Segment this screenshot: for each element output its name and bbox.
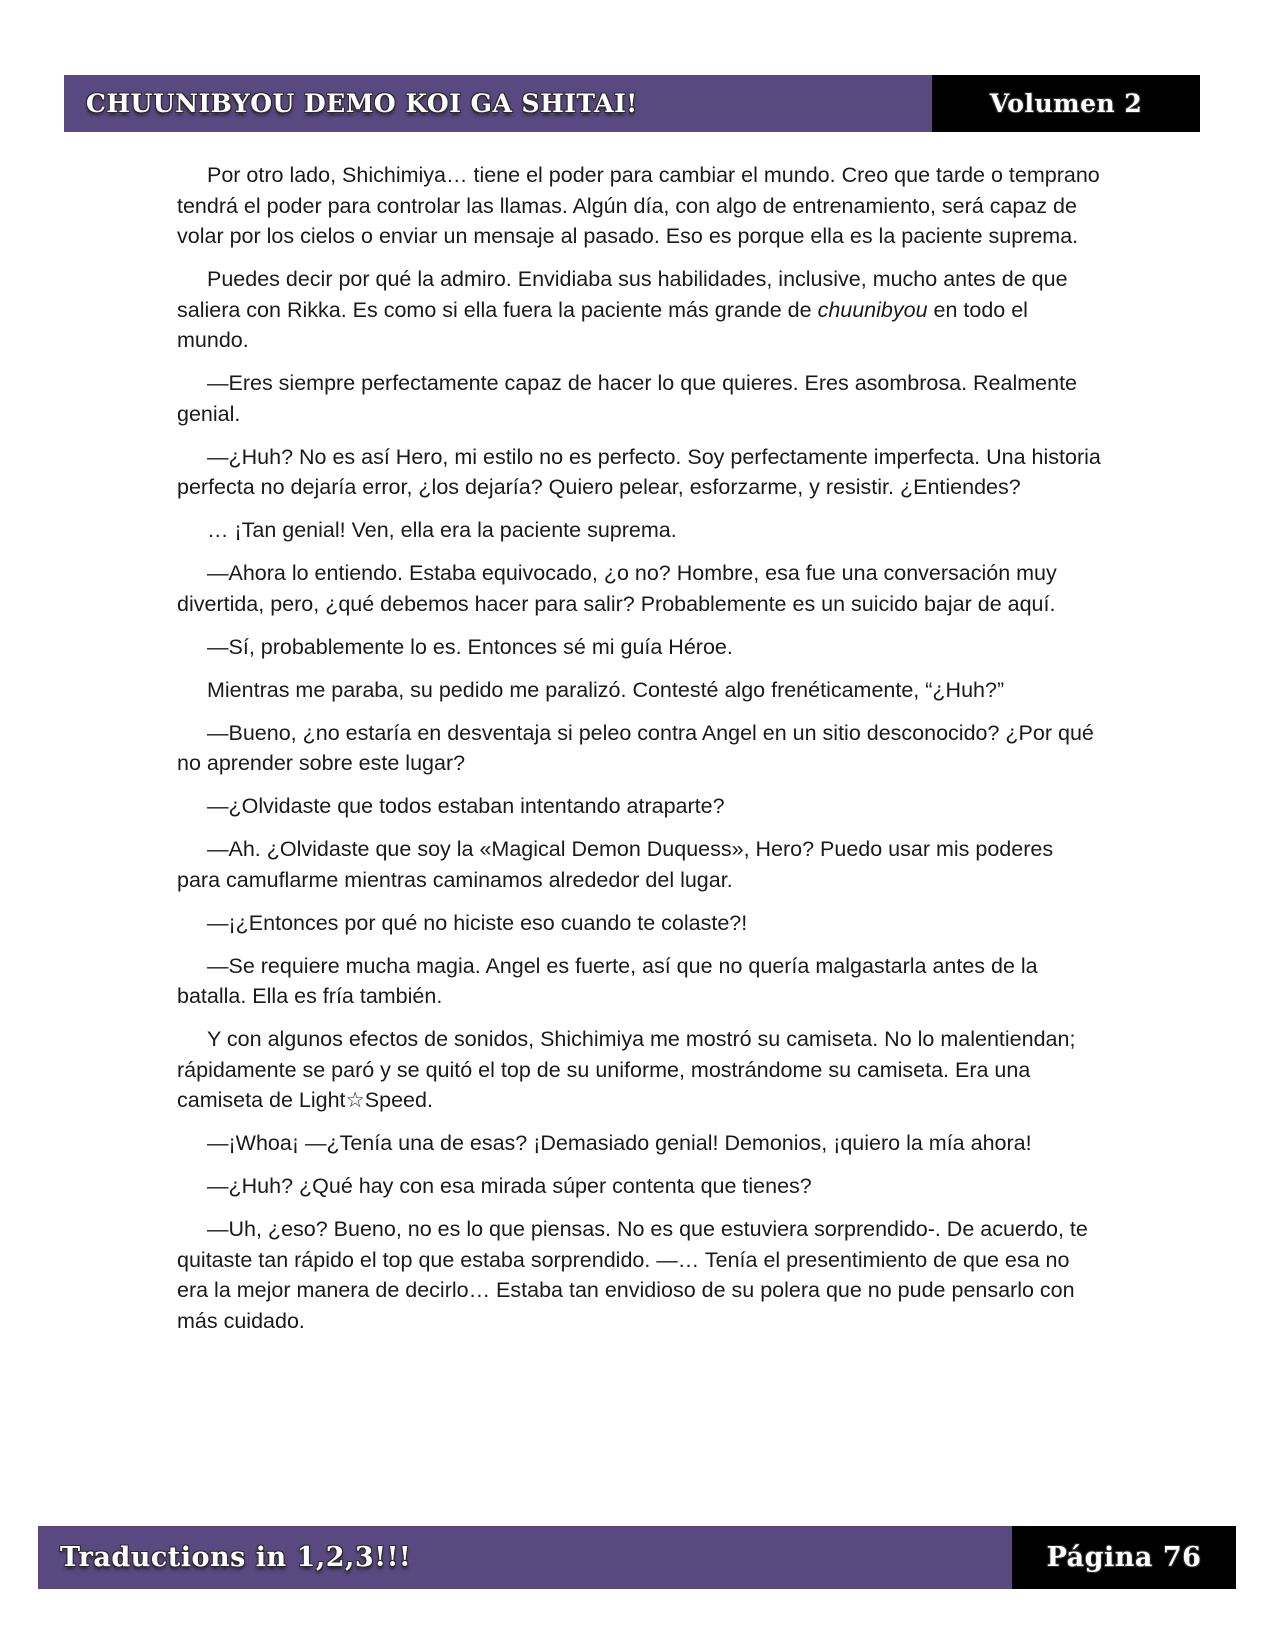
header-title-panel — [64, 75, 932, 132]
page-footer — [38, 1526, 1236, 1589]
paragraph: —Se requiere mucha magia. Angel es fuerte, así que no quería malgastarla antes de la batalla. Ella es fría también. — [177, 953, 1038, 1008]
footer-page-panel — [1012, 1526, 1236, 1589]
paragraph: … ¡Tan genial! Ven, ella era la paciente suprema. — [207, 518, 677, 542]
paragraph: —Ahora lo entiendo. Estaba equivocado, ¿o no? Hombre, esa fue una conversación muy divertida, pero, ¿qué debemos hacer para salir? Probablemente es un suicido bajar de aquí. — [177, 561, 1057, 616]
paragraph: —¡Whoa¡ —¿Tenía una de esas? ¡Demasiado genial! Demonios, ¡quiero la mía ahora! — [207, 1131, 1032, 1155]
paragraph: —¿Huh? No es así Hero, mi estilo no es perfecto. Soy perfectamente imperfecta. Una historia perfecta no dejaría error, ¿los dejaría? Quiero pelear, esforzarme, y resistir. ¿Entiendes? — [177, 444, 1101, 499]
paragraph: —¿Olvidaste que todos estaban intentando atraparte? — [207, 794, 725, 818]
italic-term: chuunibyou — [817, 297, 928, 322]
paragraph: Mientras me paraba, su pedido me paralizó. Contesté algo frenéticamente, “¿Huh?” — [207, 677, 1005, 702]
paragraph: Por otro lado, Shichimiya… tiene el poder para cambiar el mundo. Creo que tarde o temprano tendrá el poder para controlar las llamas. Algún día, con algo de entrenamiento, será capaz de volar por los cielos o enviar un mensaje al pasado. Eso es porque ella es la paciente suprema. — [177, 163, 1100, 248]
volume-label: Volumen 2 — [989, 89, 1143, 118]
translator-credit: Traductions in 1,2,3!!! — [60, 1542, 412, 1573]
page-number: Página 76 — [1046, 1542, 1202, 1573]
body-text — [177, 160, 1102, 1349]
paragraph: —¿Huh? ¿Qué hay con esa mirada súper contenta que tienes? — [207, 1174, 812, 1198]
header-volume-panel — [932, 75, 1200, 132]
paragraph: —Ah. ¿Olvidaste que soy la «Magical Demon Duquess», Hero? Puedo usar mis poderes para camuflarme mientras caminamos alrededor del lugar. — [177, 837, 1054, 892]
paragraph: Y con algunos efectos de sonidos, Shichimiya me mostró su camiseta. No lo malentiendan; rápidamente se paró y se quitó el top de su uniforme, mostrándome su camiseta. Era una camiseta de Light☆Speed. — [177, 1027, 1076, 1112]
page-header — [64, 75, 1200, 132]
book-title: CHUUNIBYOU DEMO KOI GA SHITAI! — [86, 89, 638, 118]
paragraph: —Bueno, ¿no estaría en desventaja si peleo contra Angel en un sitio desconocido? ¿Por qué no aprender sobre este lugar? — [177, 720, 1094, 775]
paragraph: —Sí, probablemente lo es. Entonces sé mi guía Héroe. — [207, 634, 733, 659]
paragraph: —¡¿Entonces por qué no hiciste eso cuando te colaste?! — [207, 910, 748, 935]
paragraph: —Eres siempre perfectamente capaz de hacer lo que quieres. Eres asombrosa. Realmente genial. — [177, 371, 1077, 426]
paragraph: —Uh, ¿eso? Bueno, no es lo que piensas. No es que estuviera sorprendido-. De acuerdo, te quitaste tan rápido el top que estaba sorprendido. —… Tenía el presentimiento de que esa no era la mejor manera de decirlo… Estaba tan envidioso de su polera que no pude pensarlo con más cuidado. — [177, 1217, 1088, 1333]
paragraph: Puedes decir por qué la admiro. Envidiaba sus habilidades, inclusive, mucho antes de que saliera con Rikka. Es como si ella fuera la paciente más grande de chuunibyou en todo el mundo. — [177, 267, 1068, 352]
footer-credit-panel — [38, 1526, 1012, 1589]
